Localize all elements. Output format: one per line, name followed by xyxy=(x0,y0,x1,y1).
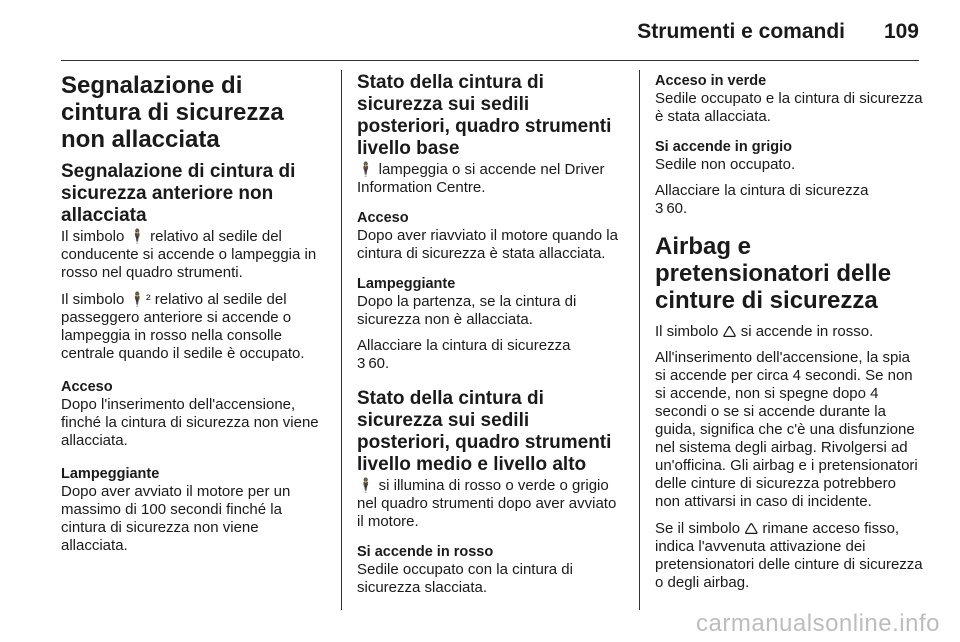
text: si illumina di rosso o verde o grigio nel quadro strumenti dopo aver avviato il motore. xyxy=(357,477,617,530)
arrow-ref-icon: 3 xyxy=(357,355,366,372)
text: Il simbolo xyxy=(655,323,723,340)
text: relativo al sedile del passeggero anteriore si accende o lampeggia in rosso nella consolle centrale quando il sedile è occupato. xyxy=(61,291,305,362)
text: rimane acceso fisso, indica l'avvenuta attivazione dei pretensionatori delle cinture di sicurezza o degli airbag. xyxy=(655,520,923,591)
paragraph: Dopo aver avviato il motore per un massimo di 100 secondi finché la cintura di sicurezza non viene allacciata. xyxy=(61,483,291,554)
seatbelt-icon: 🕴 xyxy=(357,161,375,177)
paragraph: Sedile occupato e la cintura di sicurezza è stata allacciata. xyxy=(655,90,923,125)
header-title: Strumenti e comandi xyxy=(637,20,845,43)
paragraph xyxy=(357,337,625,373)
label-heading: Lampeggiante xyxy=(357,276,456,292)
label-heading: Lampeggiante xyxy=(61,466,160,482)
label-heading: Acceso xyxy=(61,379,113,395)
text: Il simbolo xyxy=(61,291,129,308)
text: Il simbolo xyxy=(61,228,129,245)
page-header xyxy=(61,16,919,61)
paragraph xyxy=(655,182,923,218)
paragraph xyxy=(61,227,326,282)
paragraph: All'inserimento dell'accensione, la spia si accende per circa 4 secondi. Se non si accende, non si spegne dopo 4 secondi o se si accende durante la guida, significa che c'è una disfunzione nel sistema degli airbag. Rivolgersi ad un'officina. Gli airbag e i pretensionatori delle cinture di sicurezza potrebbero non attivarsi in caso di incidente. xyxy=(655,349,918,510)
seatbelt-passenger-icon: 🕴² xyxy=(128,291,151,307)
text: Allacciare la cintura di sicurezza xyxy=(357,337,571,354)
text: Se il simbolo xyxy=(655,520,745,537)
label-heading: Acceso in verde xyxy=(655,73,767,89)
paragraph: Sedile occupato con la cintura di sicurezza slacciata. xyxy=(357,561,573,596)
arrow-ref-icon: 3 xyxy=(655,200,664,217)
page-ref: 60. xyxy=(666,200,688,217)
column-left xyxy=(61,72,326,563)
section-heading: Segnalazione di cintura di sicurezza non allacciata xyxy=(61,72,284,153)
page-ref: 60. xyxy=(368,355,390,372)
column-divider xyxy=(341,70,342,610)
seatbelt-icon: 🕴 xyxy=(128,228,146,244)
paragraph: Sedile non occupato. xyxy=(655,156,796,173)
paragraph: Dopo la partenza, se la cintura di sicurezza non è allacciata. xyxy=(357,293,577,328)
text: si accende in rosso. xyxy=(736,323,874,340)
seatbelt-icon: 🕴 xyxy=(357,477,375,493)
label-heading: Si accende in rosso xyxy=(357,544,494,560)
label-heading: Si accende in grigio xyxy=(655,139,792,155)
section-heading: Airbag e pretensionatori delle cinture di sicurezza xyxy=(655,233,892,314)
paragraph xyxy=(357,476,625,531)
paragraph xyxy=(655,322,923,341)
paragraph xyxy=(655,519,923,592)
column-right xyxy=(655,72,923,600)
airbag-icon: 🛆 xyxy=(722,323,737,339)
column-divider xyxy=(639,70,640,610)
text: relativo al sedile del conducente si accende o lampeggia in rosso nel quadro strumenti. xyxy=(61,228,317,281)
paragraph: Dopo l'inserimento dell'accensione, finché la cintura di sicurezza non viene allacciata. xyxy=(61,396,319,449)
watermark: carmanualsonline.info xyxy=(696,610,940,637)
label-heading: Acceso xyxy=(357,210,409,226)
text: Allacciare la cintura di sicurezza xyxy=(655,182,869,199)
paragraph: Dopo aver riavviato il motore quando la cintura di sicurezza è stata allacciata. xyxy=(357,227,618,262)
paragraph xyxy=(357,160,625,197)
subsection-heading: Stato della cintura di sicurezza sui sedili posteriori, quadro strumenti livello base xyxy=(357,72,612,159)
subsection-heading: Segnalazione di cintura di sicurezza anteriore non allacciata xyxy=(61,161,296,226)
page-number: 109 xyxy=(883,20,919,43)
text: lampeggia o si accende nel Driver Information Centre. xyxy=(357,161,605,196)
paragraph xyxy=(61,290,326,363)
airbag-icon: 🛆 xyxy=(744,520,759,536)
column-middle xyxy=(357,72,625,605)
subsection-heading: Stato della cintura di sicurezza sui sedili posteriori, quadro strumenti livello medio e livello alto xyxy=(357,388,612,475)
